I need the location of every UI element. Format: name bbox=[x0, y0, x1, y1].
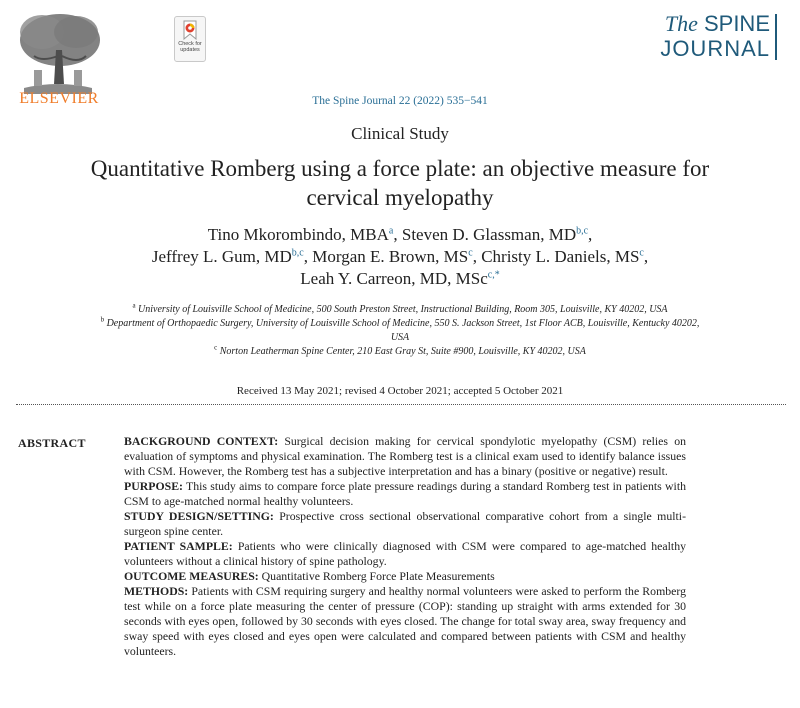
journal-brand-spine: SPINE bbox=[703, 11, 770, 36]
author-name[interactable]: Leah Y. Carreon, MD, MSc bbox=[300, 269, 488, 288]
author-affiliation-mark[interactable]: c,* bbox=[487, 269, 500, 281]
affiliation-text: Norton Leatherman Spine Center, 210 East Gray St, Suite #900, Louisville, KY 40202, USA bbox=[217, 346, 586, 357]
citation-link[interactable]: The Spine Journal 22 (2022) 535−541 bbox=[312, 95, 488, 107]
article-title: Quantitative Romberg using a force plate: an objective measure for cervical myelopathy bbox=[90, 156, 710, 210]
author-affiliation-mark[interactable]: b,c bbox=[576, 225, 589, 237]
badge-label: Check for updates bbox=[178, 41, 202, 53]
abstract-section-heading: BACKGROUND CONTEXT: bbox=[124, 434, 279, 448]
journal-brand-the: The bbox=[664, 11, 698, 36]
abstract-body bbox=[124, 434, 686, 659]
article-dates: Received 13 May 2021; revised 4 October 2021; accepted 5 October 2021 bbox=[236, 385, 564, 397]
abstract-section-heading: STUDY DESIGN/SETTING: bbox=[124, 509, 274, 523]
author-affiliation-mark[interactable]: c bbox=[468, 247, 473, 259]
article-type: Clinical Study bbox=[351, 124, 449, 143]
author-affiliation-mark[interactable]: b,c bbox=[291, 247, 304, 259]
section-divider bbox=[16, 404, 786, 405]
author-name[interactable]: Jeffrey L. Gum, MD bbox=[151, 247, 292, 266]
abstract-section-heading: PATIENT SAMPLE: bbox=[124, 539, 233, 553]
elsevier-tree-icon bbox=[12, 10, 104, 94]
abstract-section bbox=[124, 539, 686, 569]
author-name[interactable]: Steven D. Glassman, MD bbox=[401, 225, 577, 244]
abstract-section bbox=[124, 479, 686, 509]
brand-divider bbox=[775, 14, 777, 60]
affiliation-text: University of Louisville School of Medicine, 500 South Preston Street, Instructional Building, Room 305, Louisville, KY 40202, USA bbox=[135, 304, 668, 315]
author-separator: , bbox=[393, 225, 402, 244]
abstract-section-text: Patients with CSM requiring surgery and healthy normal volunteers were asked to perform the Romberg test while on a force plate measuring the center of pressure (COP): standing up straight with arms extended for 30 seconds with eyes open, followed by 30 seconds with eyes closed. The change for total sway area, sway frequency and sway speed with eyes closed and eyes open were calculated and compared between patients with CSM and healthy volunteers. bbox=[124, 584, 686, 658]
abstract-section bbox=[124, 434, 686, 479]
abstract-section-text: Prospective cross sectional observational comparative cohort from a single multi-surgeon spine center. bbox=[124, 509, 686, 538]
abstract-section-text: Surgical decision making for cervical spondylotic myelopathy (CSM) relies on evaluation of symptoms and physical examination. The Romberg test is a clinical exam used to identify balance issues with CSM. However, the Romberg test has a subjective interpretation and has a binary (positive or negative) result. bbox=[124, 434, 686, 478]
author-separator: , bbox=[588, 225, 593, 244]
author-name[interactable]: Tino Mkorombindo, MBA bbox=[207, 225, 389, 244]
author-affiliation-mark[interactable]: a bbox=[388, 225, 394, 237]
affiliation-list bbox=[95, 303, 705, 359]
abstract-section bbox=[124, 584, 686, 659]
abstract-label: ABSTRACT bbox=[18, 436, 86, 450]
author-separator: , bbox=[472, 247, 482, 266]
journal-brand bbox=[660, 12, 770, 62]
publisher-name: ELSEVIER bbox=[19, 90, 99, 107]
abstract-section bbox=[124, 509, 686, 539]
author-separator: , bbox=[303, 247, 313, 266]
abstract-section-heading: PURPOSE: bbox=[124, 479, 183, 493]
bookmark-icon bbox=[182, 20, 198, 40]
abstract-section-text: This study aims to compare force plate pressure readings during a standard Romberg test in patients with CSM to age-matched normal healthy volunteers. bbox=[124, 479, 686, 508]
affiliation-mark: b bbox=[100, 315, 105, 324]
abstract-section-heading: METHODS: bbox=[124, 584, 189, 598]
affiliation-mark: c bbox=[214, 343, 218, 352]
affiliation-item bbox=[95, 317, 705, 345]
abstract-section-text: Quantitative Romberg Force Plate Measurements bbox=[258, 569, 495, 583]
affiliation-mark: a bbox=[132, 301, 136, 310]
affiliation-item bbox=[95, 345, 705, 359]
author-affiliation-mark[interactable]: c bbox=[639, 247, 644, 259]
author-name[interactable]: Morgan E. Brown, MS bbox=[312, 247, 469, 266]
abstract-section bbox=[124, 569, 686, 584]
author-list bbox=[60, 224, 740, 290]
author-separator: , bbox=[643, 247, 649, 266]
abstract-section-heading: OUTCOME MEASURES: bbox=[124, 569, 259, 583]
check-for-updates-badge[interactable] bbox=[174, 16, 206, 62]
affiliation-item bbox=[95, 303, 705, 317]
journal-brand-journal: JOURNAL bbox=[660, 36, 770, 61]
abstract-section-text: Patients who were clinically diagnosed with CSM were compared to age-matched healthy volunteers without a clinical history of spine pathology. bbox=[124, 539, 687, 568]
affiliation-text: Department of Orthopaedic Surgery, University of Louisville School of Medicine, 550 S. Jackson Street, 1st Floor ACB, Louisville, Kentucky 40202, USA bbox=[104, 318, 700, 343]
author-name[interactable]: Christy L. Daniels, MS bbox=[481, 247, 640, 266]
